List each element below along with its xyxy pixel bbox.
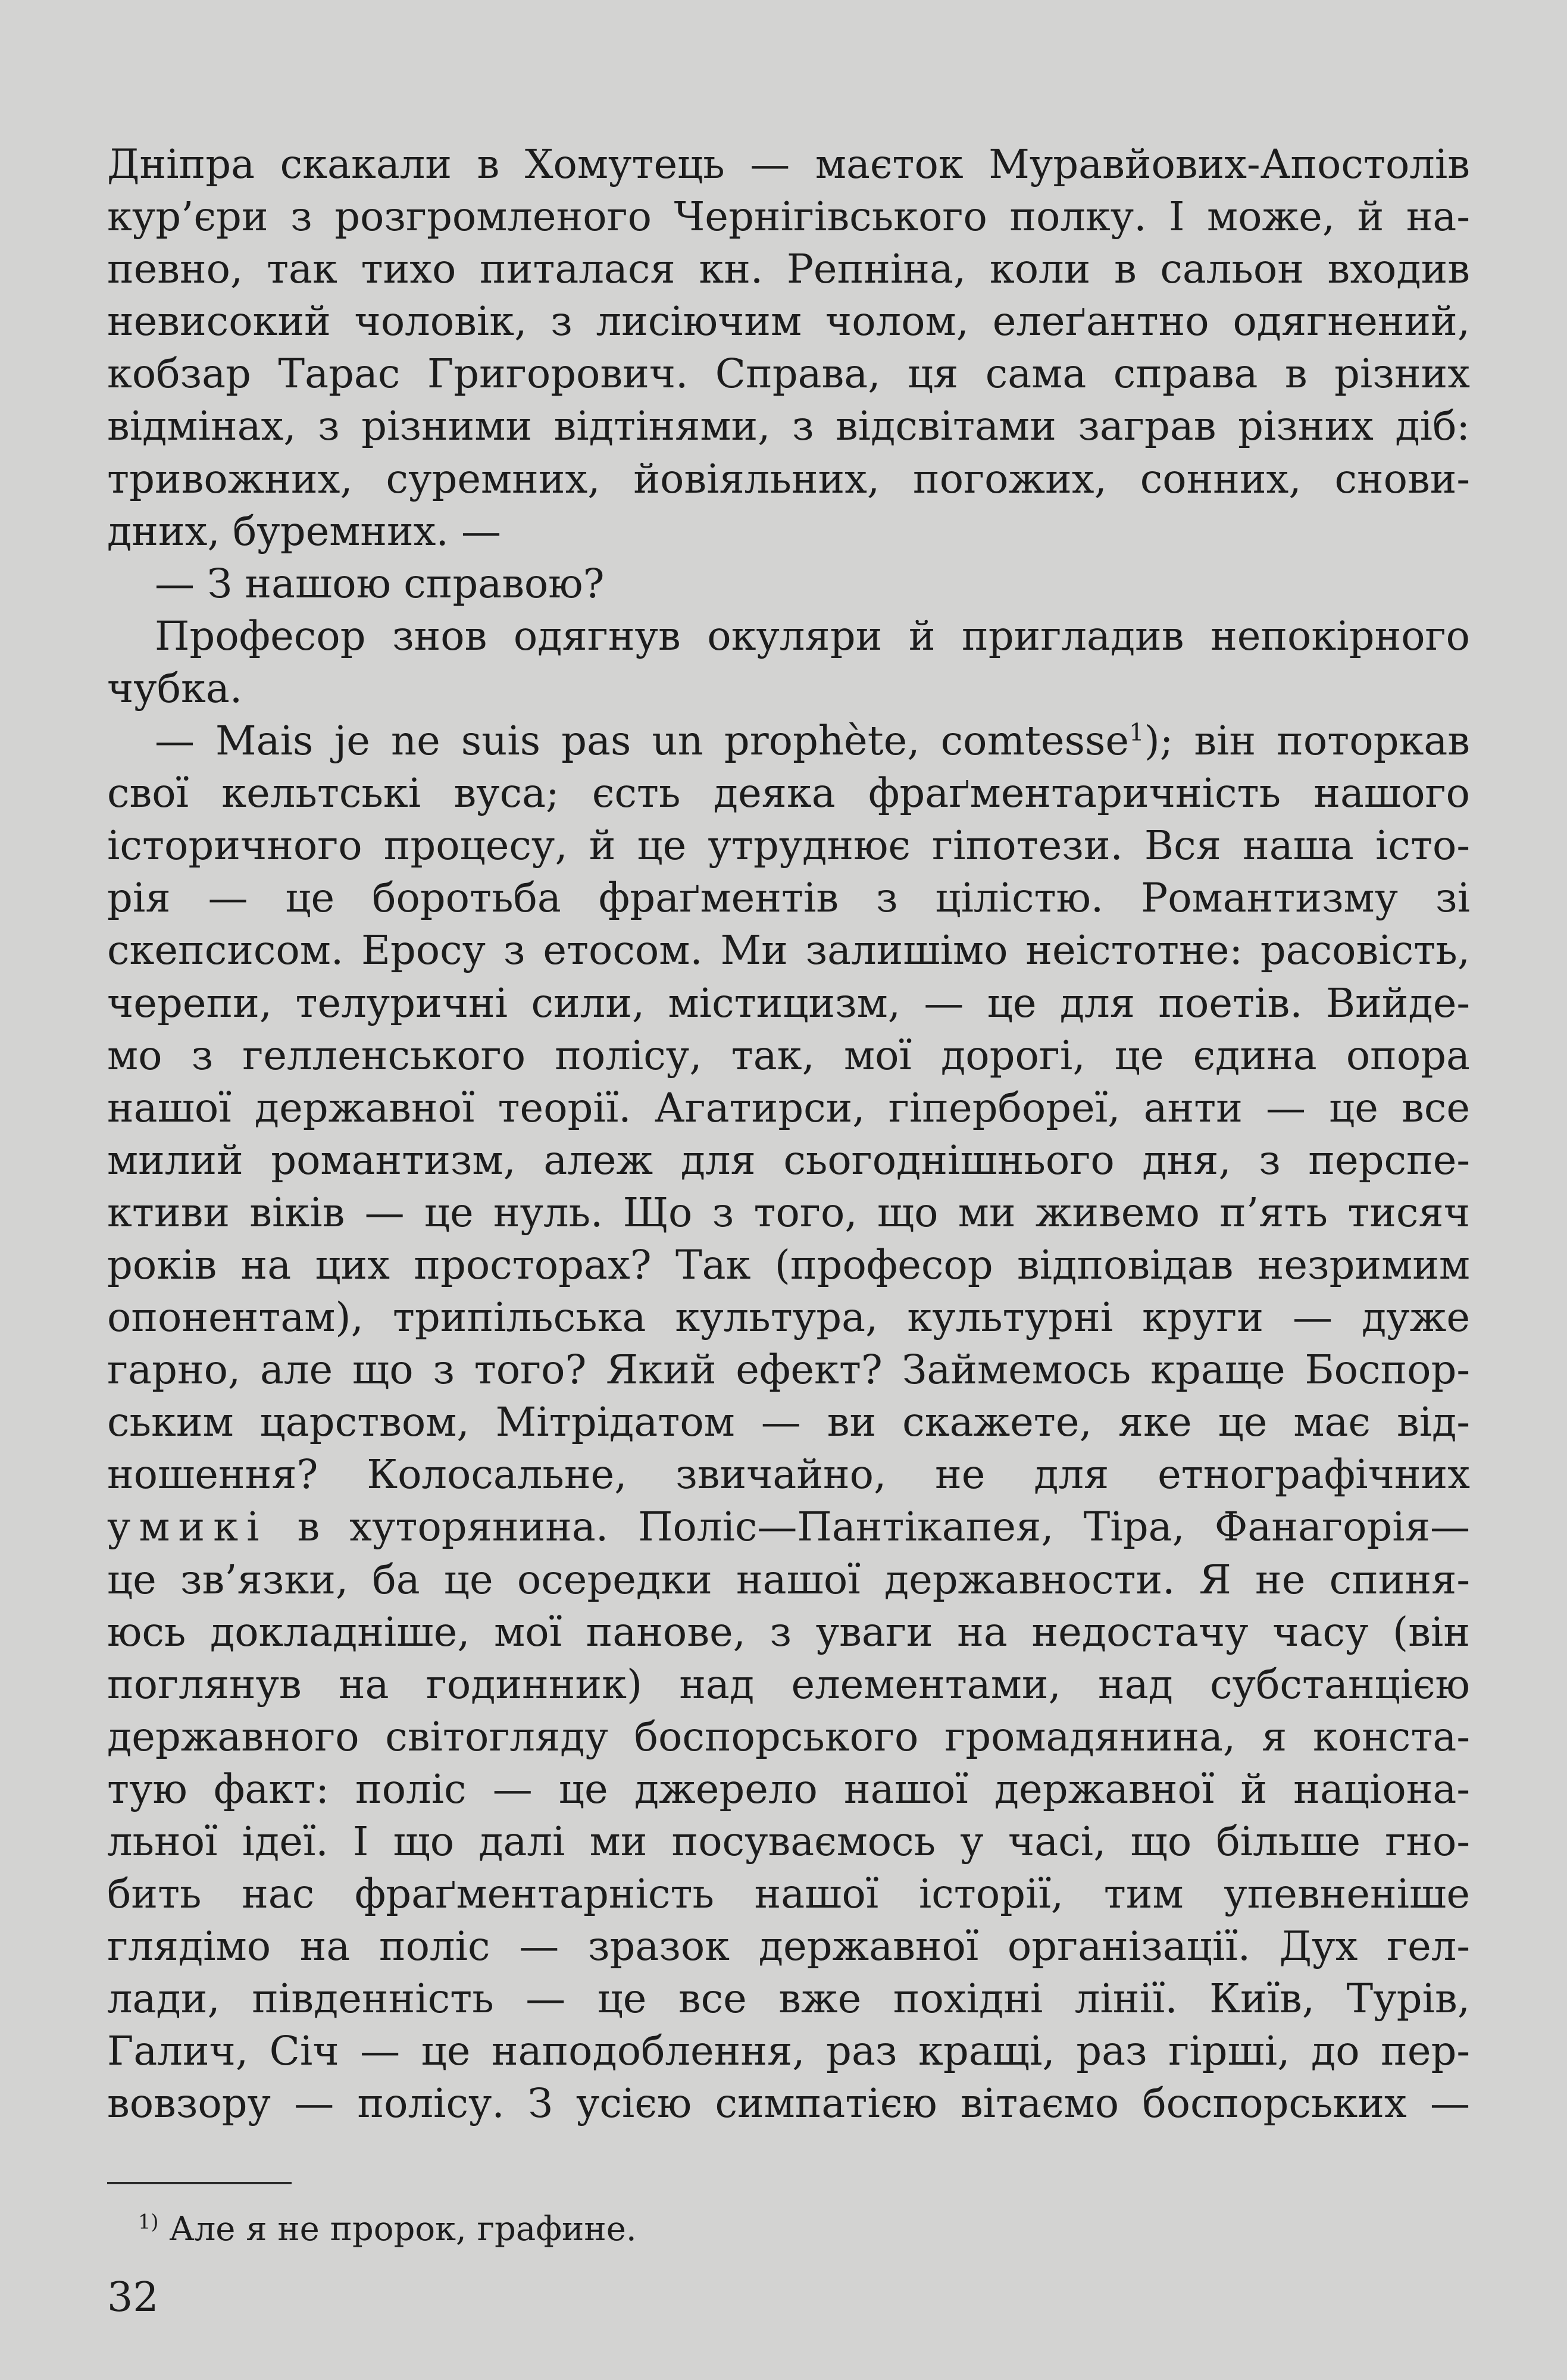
- text-line: льної ідеї. І що далі ми посуваємось у часі, що більше гно-: [107, 1818, 1470, 1865]
- footnote-reference: 1: [1129, 719, 1144, 747]
- text-line: ношення? Колосальне, звичайно, не для етнографічних: [107, 1451, 1470, 1498]
- text-line: Професор знов одягнув окуляри й пригладив непокірного: [155, 612, 1470, 659]
- text-line: нашої державної теорії. Агатирси, гіпербореї, анти — це все: [107, 1084, 1470, 1131]
- line-tail: ); він поторкав: [1144, 718, 1471, 765]
- text-line: тривожних, суремних, йовіяльних, погожих, сонних, снови-: [107, 455, 1470, 502]
- page-number: 32: [107, 2274, 159, 2321]
- text-line: бить нас фраґментарність нашої історії, тим упевненіше: [107, 1871, 1470, 1918]
- text-line: дних, буремних. —: [107, 508, 502, 555]
- line-rest: в хуторянина. Поліс—Пантікапея, Тіра, Фанагорія—: [267, 1504, 1470, 1551]
- text-line: рія — це боротьба фраґментів з цілістю. Романтизму зі: [107, 875, 1470, 922]
- text-line: лади, південність — це все вже похідні лінії. Київ, Турів,: [107, 1975, 1470, 2022]
- text-line: ктиви віків — це нуль. Що з того, що ми живемо п’ять тисяч: [107, 1189, 1470, 1236]
- text-line: — З нашою справою?: [155, 560, 605, 607]
- text-line: кобзар Тарас Григорович. Справа, ця сама справа в різних: [107, 350, 1470, 397]
- text-line: юсь докладніше, мої панове, з уваги на недостачу часу (він: [107, 1608, 1470, 1655]
- text-line: державного світогляду боспорського громадянина, я конста-: [107, 1713, 1470, 1760]
- text-line: певно, так тихо питалася кн. Репніна, коли в сальон входив: [107, 246, 1470, 293]
- footnote-separator: [107, 2182, 292, 2184]
- spaced-word: умикі: [107, 1504, 268, 1551]
- french-quote: — Mais je ne suis pas un prophète, comtesse: [155, 718, 1129, 765]
- text-line: чубка.: [107, 665, 243, 712]
- text-line: гарно, але що з того? Який ефект? Займемось краще Боспор-: [107, 1346, 1470, 1393]
- text-line: відмінах, з різними відтінями, з відсвітами заграв різних діб:: [107, 403, 1470, 450]
- text-line: милий романтизм, алеж для сьогоднішнього дня, з перспе-: [107, 1136, 1470, 1183]
- text-line: скепсисом. Еросу з етосом. Ми залишімо неістотне: расовість,: [107, 927, 1470, 974]
- text-line: років на цих просторах? Так (професор відповідав незримим: [107, 1241, 1470, 1288]
- text-line: опонентам), трипільська культура, культурні круги — дуже: [107, 1294, 1470, 1341]
- text-line-with-footnote: [107, 715, 1470, 767]
- text-line: черепи, телуричні сили, містицизм, — це для поетів. Вийде-: [107, 979, 1470, 1026]
- text-line: невисокий чоловік, з лисіючим чолом, елеґантно одягнений,: [107, 298, 1470, 345]
- text-line: поглянув на годинник) над елементами, над субстанцією: [107, 1661, 1470, 1708]
- text-line: це зв’язки, ба це осередки нашої державности. Я не спиня-: [107, 1556, 1470, 1603]
- text-line: глядімо на поліс — зразок державної організації. Дух гел-: [107, 1923, 1470, 1970]
- text-line: історичного процесу, й це утруднює гіпотези. Вся наша істо-: [107, 822, 1470, 869]
- text-line: мо з гелленського полісу, так, мої дорогі, це єдина опора: [107, 1032, 1470, 1079]
- text-line-spaced: [107, 1501, 1470, 1553]
- text-line: кур’єри з розгромленого Чернігівського полку. І може, й на-: [107, 193, 1470, 240]
- text-line: вовзору — полісу. З усією симпатією вітаємо боспорських —: [107, 2080, 1470, 2127]
- text-line: Галич, Січ — це наподоблення, раз кращі, раз гірші, до пер-: [107, 2028, 1470, 2075]
- footnote-marker: 1): [138, 2210, 159, 2234]
- footnote-text: Але я не пророк, графине.: [169, 2210, 637, 2249]
- text-line: тую факт: поліс — це джерело нашої державної й націона-: [107, 1765, 1470, 1812]
- footnote: [138, 2209, 637, 2250]
- body-text: [107, 138, 1470, 2130]
- text-line: Дніпра скакали в Хомутець — маєток Муравйових-Апостолів: [107, 141, 1470, 187]
- text-line: ським царством, Мітрідатом — ви скажете, яке це має від-: [107, 1399, 1470, 1446]
- text-line: свої кельтські вуса; єсть деяка фраґментаричність нашого: [107, 770, 1470, 817]
